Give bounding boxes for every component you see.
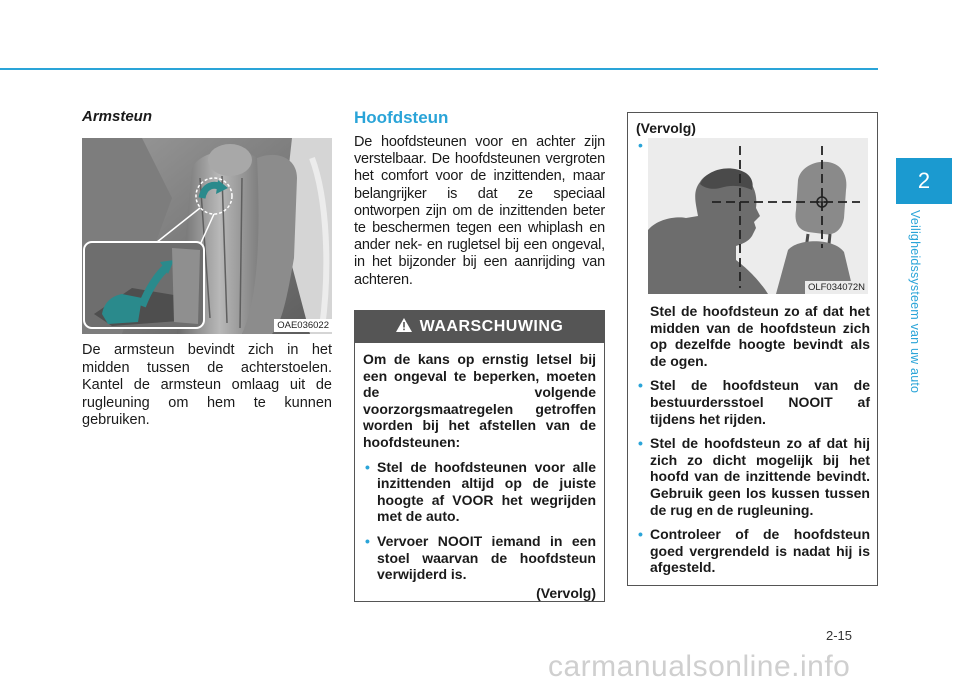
warning-bullet-text: Stel de hoofdsteunen voor alle inzittenden altijd op de juiste hoogte af VOOR het wegrijden met de auto. <box>377 458 596 525</box>
armrest-description: De armsteun bevindt zich in het midden tussen de achterstoelen. Kantel de armsteun omlaag uit de rugleuning om hem te kunnen gebruiken. <box>82 342 332 428</box>
continued-bullet-text: Stel de hoofdsteun zo af dat hij zich zo dicht mogelijk bij het hoofd van de inzittende bevindt. Gebruik geen los kussen tussen de rug en de rugleuning. <box>650 435 870 518</box>
continued-first-text: Stel de hoofdsteun zo af dat het midden van de hoofdsteun zich op dezelfde hoogte bevindt als de ogen. <box>650 303 870 369</box>
armrest-heading: Armsteun <box>82 108 153 125</box>
warning-triangle-icon <box>396 318 412 337</box>
armrest-figure <box>82 138 332 334</box>
headrest-illustration <box>648 138 868 294</box>
warning-box <box>354 310 605 602</box>
continued-bullet <box>636 377 870 427</box>
headrest-description: De hoofdsteunen voor en achter zijn verstelbaar. De hoofdsteunen vergroten het comfort voor de inzittenden, maar belangrijker is dat ze speciaal ontworpen zijn om de inzittenden beter te beschermen tegen een whiplash en ander nek- en rugletsel bij een ongeval, in het bijzonder bij een aanrijding van achteren. <box>354 134 605 288</box>
headrest-figure <box>648 138 868 294</box>
bullet-dot-icon: • <box>365 532 370 549</box>
watermark: carmanualsonline.info <box>548 650 851 683</box>
warning-bullet-text: Vervoer NOOIT iemand in een stoel waarvan de hoofdsteun verwijderd is. <box>377 532 596 583</box>
headrest-heading: Hoofdsteun <box>354 108 449 127</box>
bullet-dot-icon: • <box>638 526 643 543</box>
armrest-figure-code: OAE036022 <box>274 319 332 332</box>
headrest-figure-code: OLF034072N <box>805 281 868 294</box>
armrest-illustration <box>82 138 332 334</box>
warning-bullet <box>363 459 596 525</box>
warning-intro: Om de kans op ernstig letsel bij een ongeval te beperken, moeten de volgende voorzorgsmaatregelen getroffen worden bij het afstellen van de hoofdsteunen: <box>363 351 596 450</box>
warning-header <box>355 311 604 343</box>
continued-box <box>627 112 878 586</box>
bullet-dot-icon: • <box>365 458 370 475</box>
continued-bullet <box>636 435 870 518</box>
page-number: 2-15 <box>826 628 853 643</box>
continued-bullet <box>636 526 870 576</box>
chapter-title: Veiligheidssysteem van uw auto <box>908 210 922 394</box>
warning-continued: (Vervolg) <box>536 584 596 601</box>
continued-title: (Vervolg) <box>636 120 696 136</box>
continued-bullet-text: Controleer of de hoofdsteun goed vergrendeld is nadat hij is afgesteld. <box>650 526 870 576</box>
bullet-dot-icon: • <box>638 377 643 394</box>
warning-title: WAARSCHUWING <box>419 318 564 335</box>
bullet-dot-icon: • <box>638 435 643 452</box>
header-rule <box>0 68 878 70</box>
chapter-tab: 2 <box>896 158 952 204</box>
continued-bullet-text: Stel de hoofdsteun van de bestuurdersstoel NOOIT af tijdens het rijden. <box>650 377 870 427</box>
warning-bullet <box>363 533 596 583</box>
bullet-dot-icon: • <box>638 137 643 153</box>
